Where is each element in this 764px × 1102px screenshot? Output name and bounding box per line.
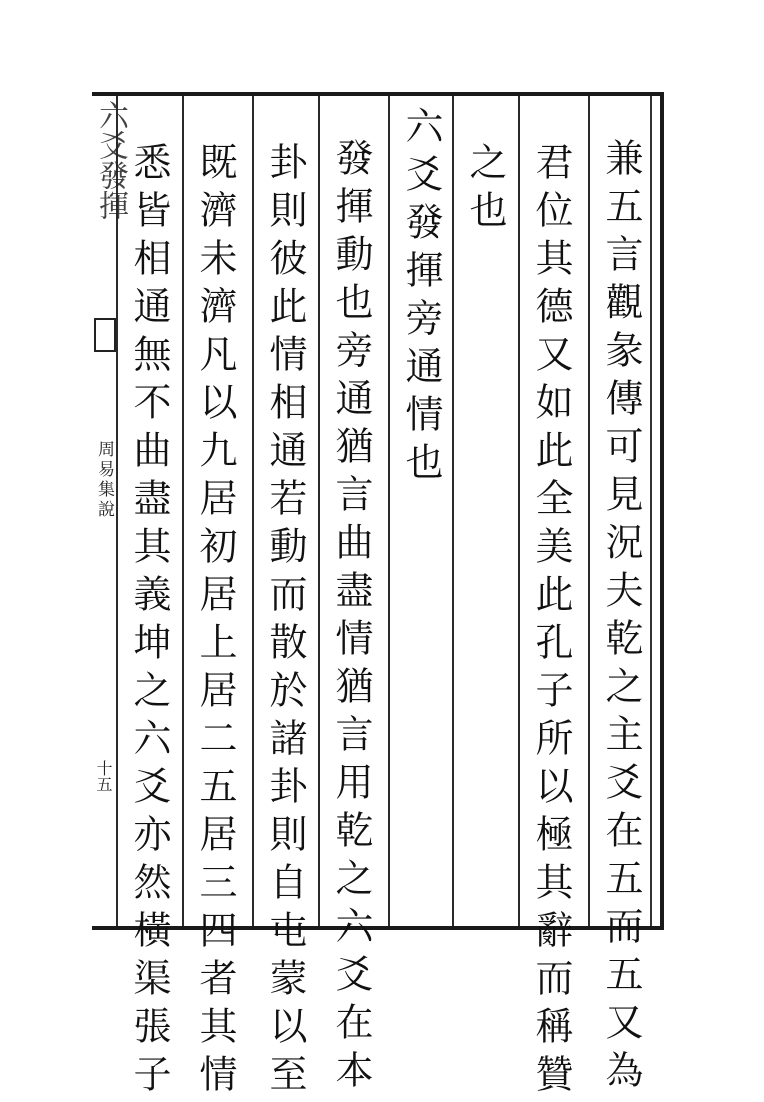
column-rule [318, 96, 320, 926]
text-column-2: 君位其德又如此全美此孔子所以極其辭而稱贊 [529, 142, 573, 1102]
margin-book-title: 周易集說 [94, 440, 114, 520]
column-rule [518, 96, 520, 926]
text-column-3: 之也 [463, 142, 507, 238]
frame-right-inner-line [650, 96, 652, 926]
text-column-8: 悉皆相通無不曲盡其義坤之六爻亦然橫渠張子 [127, 142, 171, 1102]
frame-bottom-border [92, 926, 664, 930]
margin-page-number: 十五 [94, 760, 113, 792]
column-rule [182, 96, 184, 926]
text-column-6: 卦則彼此情相通若動而散於諸卦則自屯蒙以至 [263, 142, 307, 1102]
column-rule [252, 96, 254, 926]
frame-top-border [92, 92, 664, 96]
text-column-7: 既濟未濟凡以九居初居上居二五居三四者其情 [193, 142, 237, 1102]
text-column-5: 發揮動也旁通猶言曲盡情猶言用乾之六爻在本 [329, 138, 373, 1098]
fish-tail-mark [94, 318, 116, 352]
column-rule [388, 96, 390, 926]
frame-right-border [660, 92, 664, 930]
column-rule [452, 96, 454, 926]
margin-running-head: 六爻發揮 [93, 100, 128, 220]
text-column-4: 六爻發揮旁通情也 [399, 106, 443, 490]
text-column-1: 兼五言觀彖傳可見況夫乾之主爻在五而五又為 [599, 138, 643, 1098]
column-rule [588, 96, 590, 926]
